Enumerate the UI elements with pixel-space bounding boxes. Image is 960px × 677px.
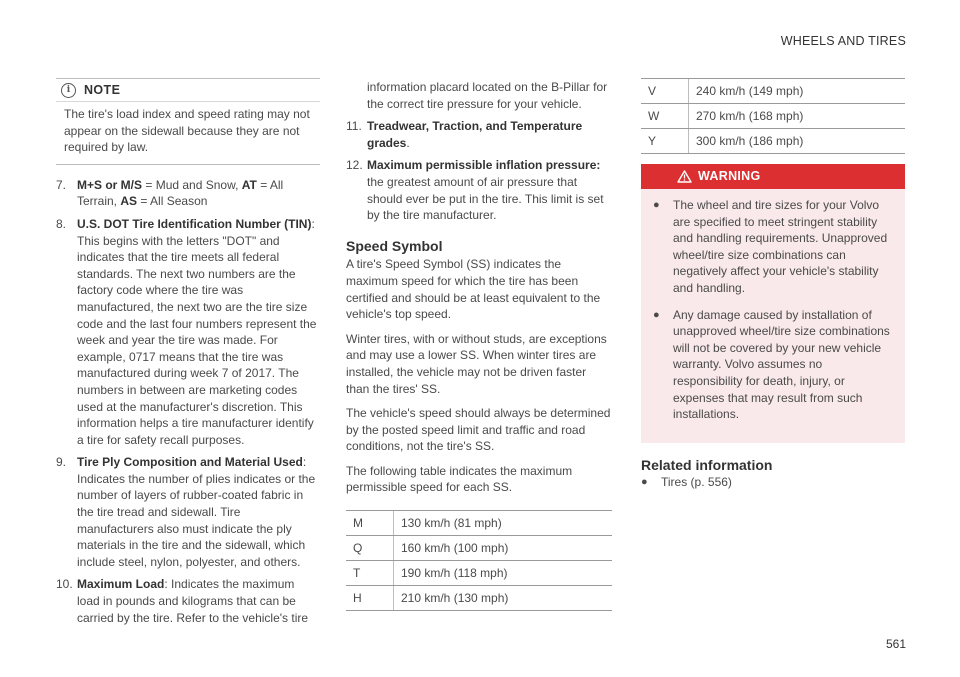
item-term: Tire Ply Composition and Material Used bbox=[77, 455, 303, 470]
list-item bbox=[56, 576, 320, 626]
table-cell-code: T bbox=[346, 561, 394, 586]
column-left bbox=[56, 78, 320, 632]
paragraph: The following table indicates the maximum permissible speed for each SS. bbox=[346, 463, 573, 495]
item-number: 11. bbox=[346, 119, 362, 134]
note-header bbox=[56, 79, 320, 102]
page-number: 561 bbox=[885, 637, 906, 651]
table-cell-code: V bbox=[641, 79, 689, 104]
item-term: Maximum permissible inflation pressure: bbox=[367, 158, 601, 173]
indent bbox=[346, 79, 367, 112]
item-term: Maximum Load bbox=[77, 577, 165, 592]
column-middle bbox=[346, 79, 612, 611]
table-row bbox=[641, 79, 905, 104]
bullet-text: The wheel and tire sizes for your Volvo are specified to meet stringent stability and handling requirements. Unapproved wheel/tire size combinations can negatively affect your vehicle's stability and handling. bbox=[673, 198, 888, 295]
table-cell-code: M bbox=[346, 511, 394, 536]
item-text bbox=[77, 576, 320, 626]
table-row bbox=[641, 104, 905, 129]
warning-title: WARNING bbox=[698, 169, 761, 184]
item-number: 7. bbox=[56, 177, 67, 192]
item-desc: : Indicates the number of plies indicates or the number of layers of rubber-coated fabric in the tire tread and sidewall. Tire manufacturers also must indicate the ply materials in the tire and the sidewall, which include steel, nylon, polyester, and others. bbox=[77, 455, 316, 569]
item-desc: = Mud and Snow, bbox=[142, 177, 242, 192]
column-right bbox=[641, 78, 905, 491]
warning-bullet bbox=[653, 307, 893, 423]
warning-box bbox=[641, 164, 905, 443]
speed-symbol-table-continued bbox=[641, 78, 905, 154]
table-cell-speed: 210 km/h (130 mph) bbox=[394, 586, 613, 611]
item-desc: the greatest amount of air pressure that should ever be put in the tire. This limit is set by the tire manufacturer. bbox=[367, 174, 604, 223]
table-cell-code: W bbox=[641, 104, 689, 129]
item-desc: = All Terrain, bbox=[77, 177, 284, 209]
item-desc: : Indicates the maximum load in pounds and kilograms that can be carried by the tire. Refer to the vehicle's tire bbox=[77, 577, 309, 625]
item-desc: . bbox=[406, 135, 410, 150]
paragraph: The vehicle's speed should always be determined by the posted speed limit and traffic and road conditions, not the tire's SS. bbox=[346, 406, 611, 454]
related-link[interactable]: Tires (p. 556) bbox=[661, 475, 732, 490]
item-term: U.S. DOT Tire Identification Number (TIN) bbox=[77, 216, 312, 231]
bullet-text: Any damage caused by installation of unapproved wheel/tire size combinations will not be covered by your new vehicle warranty. Volvo assumes no responsibility for death, injury, or expenses that may result from such installations. bbox=[673, 307, 890, 422]
related-info-item bbox=[641, 474, 905, 491]
note-box bbox=[56, 78, 320, 165]
table-cell-code: Y bbox=[641, 129, 689, 154]
info-icon: i bbox=[61, 83, 76, 98]
table-row bbox=[641, 129, 905, 154]
table-cell-speed: 160 km/h (100 mph) bbox=[394, 536, 613, 561]
item-text bbox=[367, 118, 612, 151]
list-item bbox=[56, 216, 320, 448]
table-cell-speed: 190 km/h (118 mph) bbox=[394, 561, 613, 586]
item-term: Treadwear, Traction, and Temperature grades bbox=[367, 119, 583, 150]
related-info-title: Related information bbox=[641, 456, 773, 473]
list-item bbox=[346, 157, 612, 223]
table-cell-code: Q bbox=[346, 536, 394, 561]
continuation-text bbox=[346, 79, 612, 112]
item-text bbox=[77, 177, 320, 210]
table-cell-speed: 300 km/h (186 mph) bbox=[689, 129, 906, 154]
note-body: The tire's load index and speed rating may not appear on the sidewall because they are not required by law. bbox=[64, 107, 310, 155]
item-term: AS bbox=[120, 194, 138, 209]
table-row bbox=[346, 561, 612, 586]
paragraph: A tire's Speed Symbol (SS) indicates the maximum speed for which the tire has been certified and should be at least equivalent to the vehicle's top speed. bbox=[346, 257, 601, 322]
table-row bbox=[346, 511, 612, 536]
list-item bbox=[346, 118, 612, 151]
table-row bbox=[346, 536, 612, 561]
item-number: 12. bbox=[346, 158, 363, 173]
item-number: 9. bbox=[56, 455, 67, 470]
speed-symbol-table bbox=[346, 510, 612, 611]
table-cell-speed: 270 km/h (168 mph) bbox=[689, 104, 906, 129]
warning-triangle-icon bbox=[677, 170, 692, 183]
bullet-dot: ● bbox=[653, 199, 660, 211]
item-continuation: information placard located on the B-Pillar for the correct tire pressure for your vehicle. bbox=[367, 80, 608, 111]
section-title: WHEELS AND TIRES bbox=[780, 34, 906, 48]
item-desc: = All Season bbox=[137, 194, 208, 209]
bullet-dot: ● bbox=[653, 308, 660, 321]
section-heading: Speed Symbol bbox=[346, 237, 443, 254]
table-cell-speed: 130 km/h (81 mph) bbox=[394, 511, 613, 536]
item-number: 10. bbox=[56, 577, 73, 592]
list-item bbox=[56, 454, 320, 570]
table-cell-code: H bbox=[346, 586, 394, 611]
table-row bbox=[346, 586, 612, 611]
item-text bbox=[367, 157, 612, 223]
item-term: M+S or M/S bbox=[77, 177, 143, 192]
warning-bullet bbox=[653, 197, 893, 297]
warning-body bbox=[641, 189, 905, 423]
paragraph: Winter tires, with or without studs, are exceptions and may use a lower SS. When winter tires are installed, the vehicle may not be driven faster than the tires' SS. bbox=[346, 331, 607, 396]
note-title: NOTE bbox=[84, 82, 121, 97]
warning-header bbox=[641, 164, 905, 189]
item-text bbox=[77, 216, 320, 448]
item-term: AT bbox=[241, 177, 257, 192]
table-cell-speed: 240 km/h (149 mph) bbox=[689, 79, 906, 104]
item-number: 8. bbox=[56, 216, 67, 231]
item-text bbox=[77, 454, 320, 570]
bullet-dot: ● bbox=[641, 476, 648, 489]
item-desc: : This begins with the letters "DOT" and indicates that the tire meets all federal standards. The next two numbers are the factory code where the tire was manufactured, the next two are the tire size code and the last four numbers represent the week and year the tire was made. For example, 0717 means that the tire was manufactured during week 7 of 2017. The numbers in between are marketing codes used at the manufacturer's discretion. This information helps a tire manufacturer identify a tire for safety recall purposes. bbox=[77, 216, 317, 447]
list-item bbox=[56, 177, 320, 210]
